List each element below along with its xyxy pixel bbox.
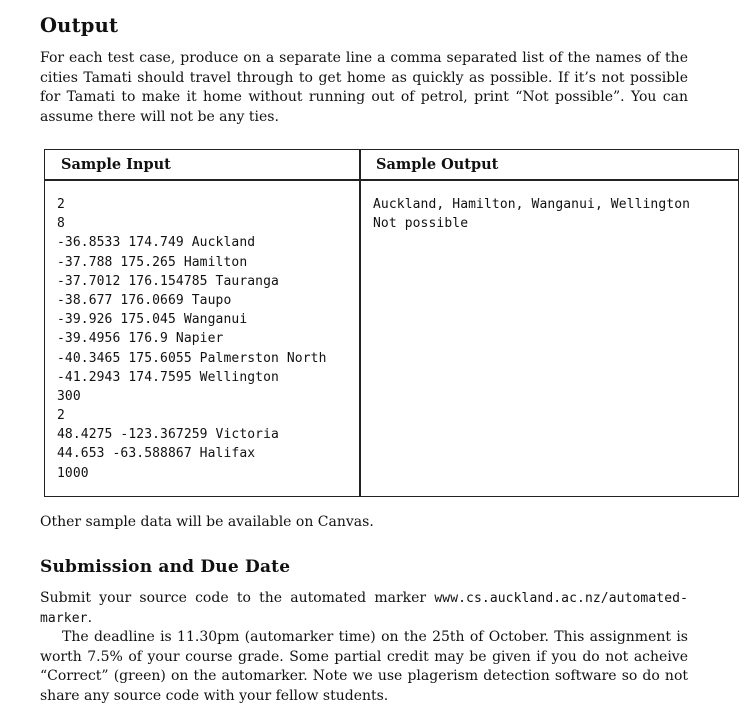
sample-input-line: -41.2943 174.7595 Wellington bbox=[57, 369, 279, 385]
sample-input-header: Sample Input bbox=[61, 156, 171, 173]
sample-io-table bbox=[44, 149, 739, 497]
submission-suffix: . bbox=[87, 609, 93, 626]
sample-input-line: -36.8533 174.749 Auckland bbox=[57, 235, 256, 251]
sample-input-line: -39.926 175.045 Wanganui bbox=[57, 312, 248, 328]
deadline-text: The deadline is 11.30pm (automarker time) on the 25th of October. This assignment is worth 7.5% of your course grade. Some partial credit may be given if you do not acheive “Correct” (green) on the automarker. Note we use plagerism detection software so do not share any source code with your fellow students. bbox=[40, 629, 688, 704]
submission-line bbox=[40, 589, 688, 628]
sample-input-line: -38.677 176.0669 Taupo bbox=[57, 292, 232, 308]
table-column-divider bbox=[359, 150, 361, 496]
sample-input-line: -40.3465 175.6055 Palmerston North bbox=[57, 350, 327, 366]
submission-heading: Submission and Due Date bbox=[40, 557, 291, 577]
sample-output-line: Not possible bbox=[373, 216, 469, 232]
sample-input-line: -37.7012 176.154785 Tauranga bbox=[57, 273, 279, 289]
sample-input-line: 300 bbox=[57, 388, 81, 404]
sample-output-header: Sample Output bbox=[376, 156, 499, 173]
sample-input-line: 1000 bbox=[57, 465, 89, 481]
sample-input-block bbox=[57, 195, 327, 483]
sample-input-line: -39.4956 176.9 Napier bbox=[57, 331, 224, 347]
sample-input-line: 48.4275 -123.367259 Victoria bbox=[57, 427, 279, 443]
submission-prefix: Submit your source code to the automated marker bbox=[40, 590, 435, 606]
sample-input-line: 2 bbox=[57, 197, 65, 212]
sample-input-line: 44.653 -63.588867 Halifax bbox=[57, 446, 256, 462]
sample-input-line: -37.788 175.265 Hamilton bbox=[57, 254, 248, 270]
output-description: For each test case, produce on a separate line a comma separated list of the names of the cities Tamati should travel through to get home as quickly as possible. If it’s not possible for Tamati to make it home without running out of petrol, print “Not possible”. You can assume there will not be any ties. bbox=[40, 50, 688, 125]
canvas-note: Other sample data will be available on Canvas. bbox=[40, 514, 374, 530]
output-heading: Output bbox=[40, 14, 119, 37]
output-paragraph bbox=[40, 49, 688, 127]
sample-input-line: 8 bbox=[57, 216, 65, 232]
automarker-url: www.cs.auckland.ac.nz/automated-marker bbox=[40, 591, 688, 626]
sample-output-block bbox=[373, 195, 690, 233]
sample-input-line: 2 bbox=[57, 408, 65, 424]
submission-paragraph bbox=[40, 589, 688, 706]
sample-output-line: Auckland, Hamilton, Wanganui, Wellington bbox=[373, 197, 691, 212]
